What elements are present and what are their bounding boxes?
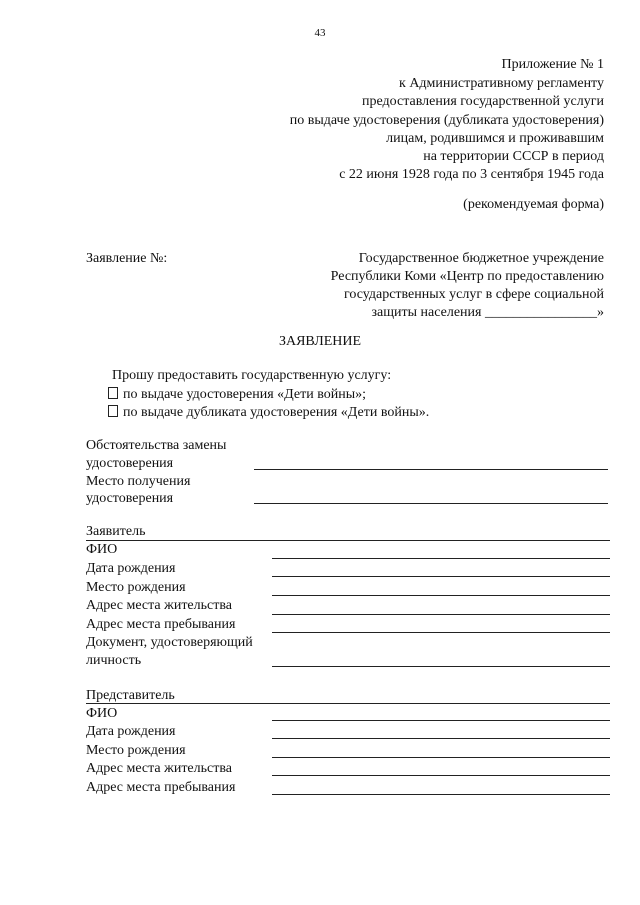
replacement-circumstances-label: удостоверения bbox=[86, 456, 174, 471]
applicant-birth-place-field[interactable] bbox=[272, 595, 610, 596]
representative-birth-date-label: Дата рождения bbox=[86, 724, 176, 739]
applicant-heading: Заявитель bbox=[86, 524, 146, 539]
form-note: (рекомендуемая форма) bbox=[463, 197, 604, 212]
recipient-line: Республики Коми «Центр по предоставлению bbox=[330, 269, 604, 284]
request-intro: Прошу предоставить государственную услугу: bbox=[112, 368, 392, 383]
representative-heading: Представитель bbox=[86, 688, 175, 703]
checkbox-icon[interactable] bbox=[108, 387, 118, 399]
applicant-stay-label: Адрес места пребывания bbox=[86, 617, 236, 632]
applicant-birth-date-label: Дата рождения bbox=[86, 561, 176, 576]
applicant-fio-label: ФИО bbox=[86, 542, 118, 557]
representative-residence-field[interactable] bbox=[272, 775, 610, 776]
applicant-birth-place-label: Место рождения bbox=[86, 580, 186, 595]
representative-fio-field[interactable] bbox=[272, 720, 610, 721]
checkbox-icon[interactable] bbox=[108, 405, 118, 417]
applicant-id-document-label: личность bbox=[86, 653, 142, 668]
representative-stay-label: Адрес места пребывания bbox=[86, 780, 236, 795]
replacement-circumstances-label: Обстоятельства замены bbox=[86, 438, 227, 453]
applicant-id-document-field[interactable] bbox=[272, 666, 610, 667]
replacement-circumstances-field[interactable] bbox=[254, 469, 608, 470]
applicant-divider bbox=[86, 540, 610, 541]
appendix-line: на территории СССР в период bbox=[423, 149, 604, 164]
appendix-line: лицам, родившимся и проживавшим bbox=[386, 131, 604, 146]
place-of-receipt-label: Место получения bbox=[86, 474, 191, 489]
page-number: 43 bbox=[314, 27, 326, 39]
representative-birth-date-field[interactable] bbox=[272, 738, 610, 739]
applicant-residence-field[interactable] bbox=[272, 614, 610, 615]
option-label: по выдаче удостоверения «Дети войны»; bbox=[123, 387, 366, 402]
appendix-line: Приложение № 1 bbox=[501, 57, 604, 72]
representative-residence-label: Адрес места жительства bbox=[86, 761, 232, 776]
place-of-receipt-field[interactable] bbox=[254, 503, 608, 504]
request-option-duplicate[interactable] bbox=[108, 405, 429, 421]
request-option-certificate[interactable] bbox=[108, 387, 366, 403]
appendix-line: к Административному регламенту bbox=[399, 76, 604, 91]
applicant-id-document-label: Документ, удостоверяющий bbox=[86, 635, 253, 650]
recipient-line: государственных услуг в сфере социальной bbox=[343, 287, 604, 302]
appendix-line: предоставления государственной услуги bbox=[362, 94, 604, 109]
recipient-line: защиты населения ________________» bbox=[371, 305, 604, 320]
applicant-fio-field[interactable] bbox=[272, 558, 610, 559]
option-label: по выдаче дубликата удостоверения «Дети войны». bbox=[123, 405, 430, 420]
document-title: ЗАЯВЛЕНИЕ bbox=[278, 334, 362, 349]
applicant-residence-label: Адрес места жительства bbox=[86, 598, 232, 613]
representative-birth-place-field[interactable] bbox=[272, 757, 610, 758]
representative-divider bbox=[86, 703, 610, 704]
representative-birth-place-label: Место рождения bbox=[86, 743, 186, 758]
application-number-label: Заявление №: bbox=[86, 251, 168, 266]
applicant-birth-date-field[interactable] bbox=[272, 576, 610, 577]
appendix-line: по выдаче удостоверения (дубликата удостоверения) bbox=[289, 113, 604, 128]
representative-stay-field[interactable] bbox=[272, 794, 610, 795]
applicant-stay-field[interactable] bbox=[272, 632, 610, 633]
place-of-receipt-label: удостоверения bbox=[86, 491, 174, 506]
recipient-line: Государственное бюджетное учреждение bbox=[358, 251, 604, 266]
appendix-line: с 22 июня 1928 года по 3 сентября 1945 года bbox=[339, 167, 604, 182]
representative-fio-label: ФИО bbox=[86, 706, 118, 721]
